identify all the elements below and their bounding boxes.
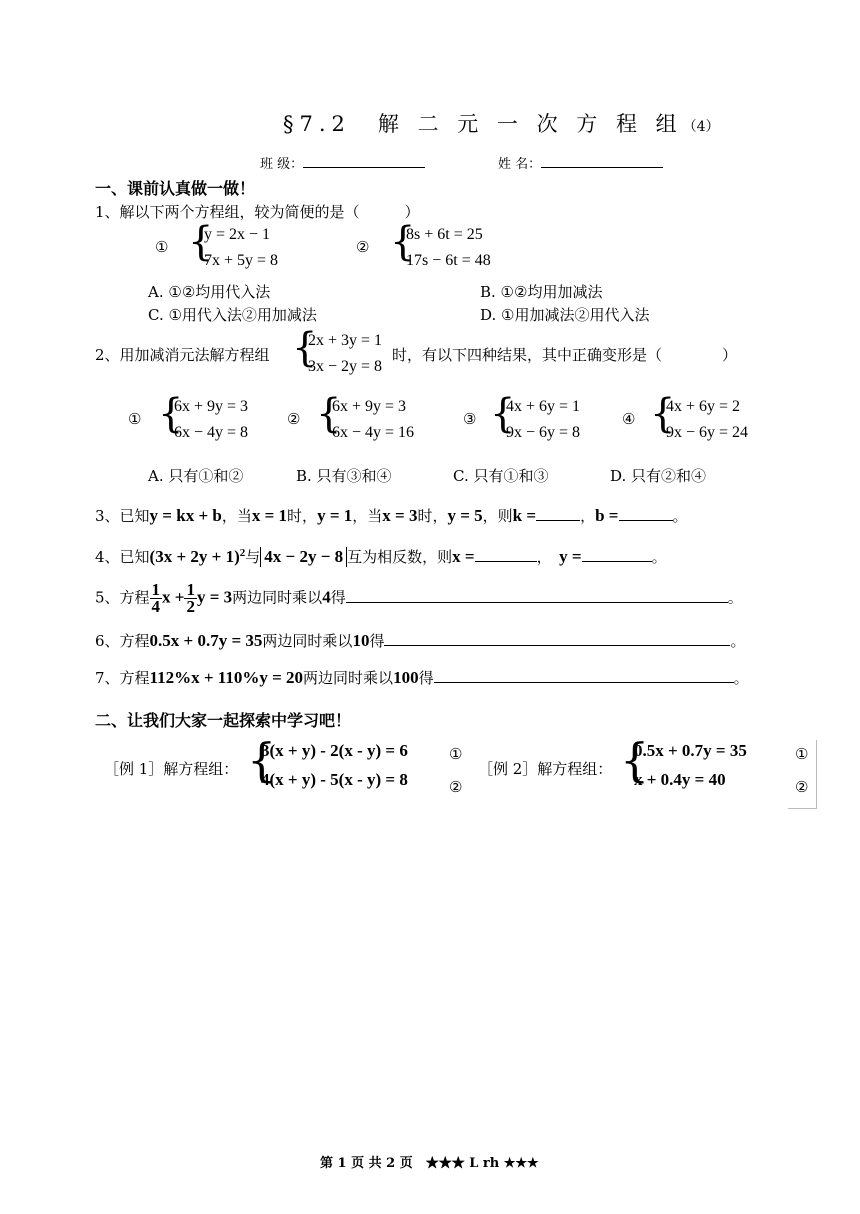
q1-sys1-line1: y = 2x − 1 bbox=[204, 226, 271, 243]
q2-option-a: A. 只有①和② bbox=[148, 467, 244, 485]
q2-mark1: ① bbox=[128, 410, 142, 428]
q1-option-d: D. ①用加减法②用代入法 bbox=[480, 306, 650, 324]
ex2-mark2: ② bbox=[795, 778, 809, 796]
q6-equation: 0.5x + 0.7y = 35 bbox=[149, 631, 263, 650]
ex1-mark1: ① bbox=[449, 745, 463, 763]
q2-r1-line1: 6x + 9y = 3 bbox=[174, 398, 249, 415]
page-title: §7.2 解 二 元 一 次 方 程 组（4） bbox=[283, 112, 720, 136]
q5-frac1: $\frac{1}{4}$ bbox=[151, 580, 161, 616]
q3-k-blank[interactable] bbox=[536, 506, 580, 521]
ex1-line2: 4(x + y) - 5(x - y) = 8 bbox=[261, 770, 408, 789]
q2-r1-line2: 6x − 4y = 8 bbox=[174, 424, 249, 441]
q1-mark1: ① bbox=[155, 238, 169, 256]
q1-sys2-line2: 17s − 6t = 48 bbox=[406, 252, 491, 269]
q1-mark2: ② bbox=[356, 238, 370, 256]
ex2-label: ［例 2］解方程组： bbox=[478, 760, 613, 778]
q4-expr1: (3x + 2y + 1) bbox=[149, 547, 240, 566]
q1-option-b: B. ①②均用加减法 bbox=[480, 283, 603, 301]
ex1-mark2: ② bbox=[449, 778, 463, 796]
q4-y-blank[interactable] bbox=[582, 547, 652, 562]
q2-option-b: B. 只有③和④ bbox=[296, 467, 392, 485]
q3-line: 3、已知y = kx + b，当x = 1时，y = 1，当x = 3时，y = 5，则k = ，b = 。 bbox=[95, 506, 688, 525]
q5-line: 5、方程 $\frac{1}{4}$ x + $\frac{1}{2}$ y = 3两边同时乘以4得 。 bbox=[95, 580, 743, 616]
q1-option-c: C. ①用代入法②用加减法 bbox=[148, 306, 317, 324]
class-label: 班 级： bbox=[260, 157, 304, 172]
q7-equation: 112%x + 110%y = 20 bbox=[149, 668, 304, 687]
q4-expr2: 4x − 2y − 8 bbox=[260, 547, 347, 567]
page-footer: 第 1 页 共 2 页 ★★★ L rh ★★★ bbox=[320, 1156, 539, 1171]
q5-answer-blank[interactable] bbox=[346, 588, 728, 603]
q4-x-blank[interactable] bbox=[475, 547, 537, 562]
ex1-label: ［例 1］解方程组： bbox=[104, 760, 239, 778]
q2-sys-line2: 3x − 2y = 8 bbox=[308, 358, 383, 375]
q2-r2-line1: 6x + 9y = 3 bbox=[332, 398, 407, 415]
section1-heading: 一、课前认真做一做！ bbox=[95, 179, 256, 198]
q6-line: 6、方程0.5x + 0.7y = 35两边同时乘以10得 。 bbox=[95, 631, 746, 650]
ex1-line1: 3(x + y) - 2(x - y) = 6 bbox=[261, 741, 408, 760]
section2-heading: 二、让我们大家一起探索中学习吧！ bbox=[95, 711, 352, 730]
q2-r4-line2: 9x − 6y = 24 bbox=[666, 424, 749, 441]
name-label: 姓 名： bbox=[498, 157, 542, 172]
q2-text-before: 2、用加减消元法解方程组 bbox=[95, 346, 270, 364]
class-field bbox=[260, 153, 425, 172]
q7-answer-blank[interactable] bbox=[434, 668, 734, 683]
q1-sys2-line1: 8s + 6t = 25 bbox=[406, 226, 483, 243]
name-field bbox=[498, 153, 663, 172]
name-blank[interactable] bbox=[541, 153, 663, 168]
q2-option-d: D. 只有②和④ bbox=[610, 467, 707, 485]
q2-mark3: ③ bbox=[463, 410, 477, 428]
q2-sys-line1: 2x + 3y = 1 bbox=[308, 332, 383, 349]
ex2-line2: x + 0.4y = 40 bbox=[634, 770, 726, 789]
q2-r3-line2: 9x − 6y = 8 bbox=[506, 424, 581, 441]
q3-equation: y = kx + b bbox=[149, 506, 222, 525]
q6-answer-blank[interactable] bbox=[384, 631, 730, 646]
q2-text-after: 时，有以下四种结果，其中正确变形是（ ） bbox=[392, 346, 738, 364]
class-blank[interactable] bbox=[303, 153, 425, 168]
ex2-mark1: ① bbox=[795, 745, 809, 763]
q2-mark2: ② bbox=[287, 410, 301, 428]
q2-r3-line1: 4x + 6y = 1 bbox=[506, 398, 581, 415]
q1-option-a: A. ①②均用代入法 bbox=[148, 283, 271, 301]
q2-r4-line1: 4x + 6y = 2 bbox=[666, 398, 741, 415]
q4-line: 4、已知$(3x + 2y + 1)^2$与 4x − 2y − 8 互为相反数，则x = ， y = 。 bbox=[95, 547, 667, 566]
page-title-sub: （4） bbox=[682, 119, 720, 135]
q2-option-c: C. 只有①和③ bbox=[453, 467, 549, 485]
ex2-line1: 0.5x + 0.7y = 35 bbox=[634, 741, 747, 760]
q1-sys1-line2: 7x + 5y = 8 bbox=[204, 252, 279, 269]
q5-frac2: $\frac{1}{2}$ bbox=[186, 580, 195, 616]
q2-r2-line2: 6x − 4y = 16 bbox=[332, 424, 415, 441]
q3-b-blank[interactable] bbox=[619, 506, 673, 521]
q7-line: 7、方程112%x + 110%y = 20两边同时乘以100得 。 bbox=[95, 668, 749, 687]
q1-text: 1、解以下两个方程组，较为简便的是（ ） bbox=[95, 203, 420, 221]
q2-mark4: ④ bbox=[622, 410, 636, 428]
